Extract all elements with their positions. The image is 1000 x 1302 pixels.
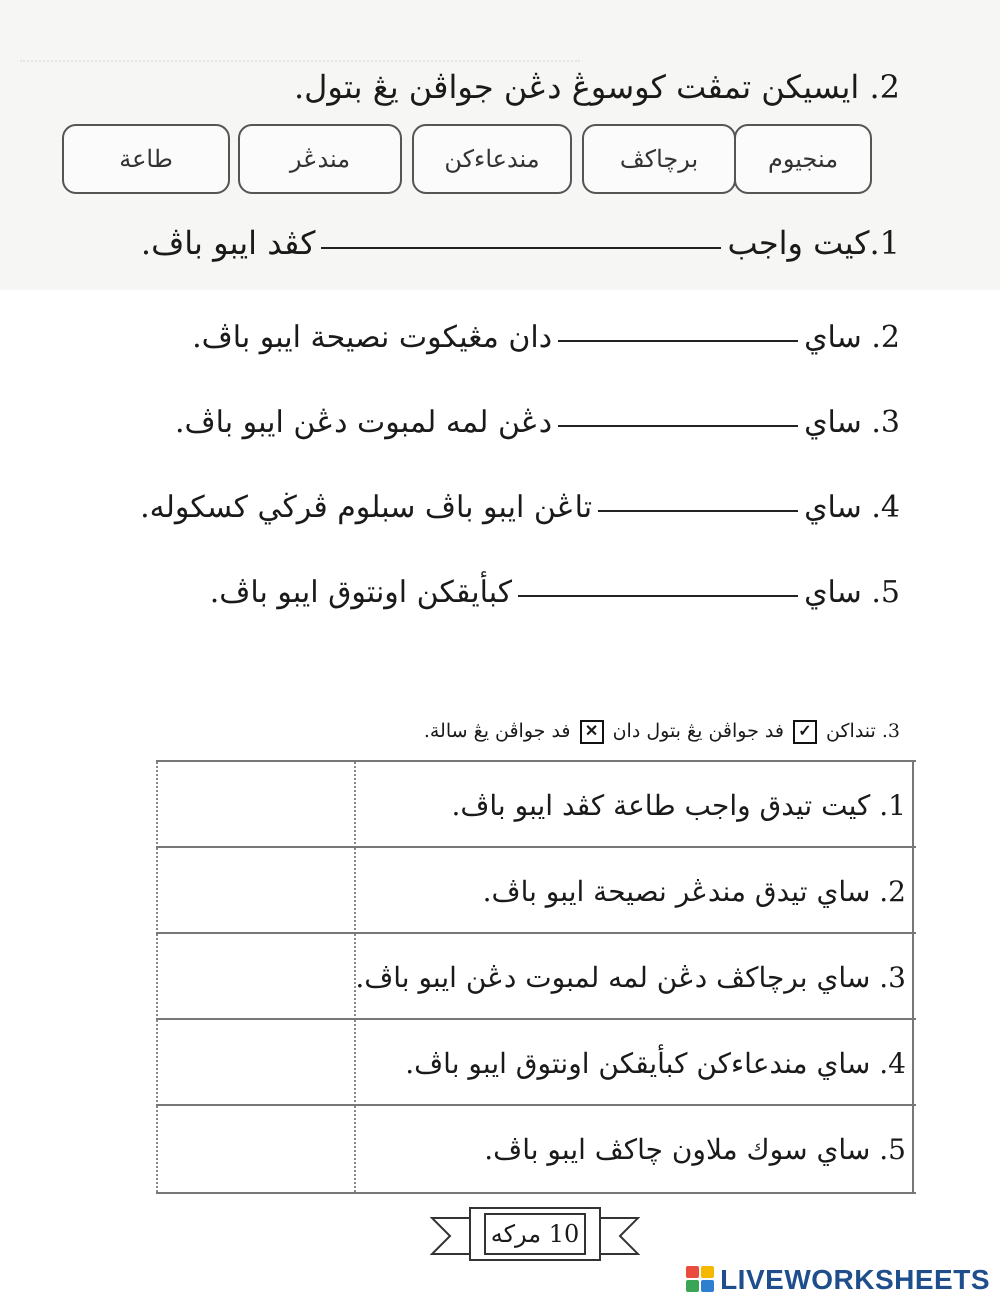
- statement-cell: 2. ساي تيدق مندڠر نصيحة ايبو باڤ.: [354, 848, 914, 934]
- statement-cell: 3. ساي برچاكڤ دڠن لمه لمبوت دڠن ايبو باڤ.: [354, 934, 914, 1020]
- answer-cell[interactable]: [156, 848, 356, 934]
- line-prefix: 5. ساي: [804, 575, 900, 610]
- brand-logo[interactable]: [686, 1264, 990, 1296]
- word-choices-box: [62, 124, 870, 196]
- blank-input[interactable]: [518, 591, 798, 597]
- cross-box-icon: ✕: [580, 720, 604, 744]
- blank-input[interactable]: [558, 421, 798, 427]
- line-prefix: 3. ساي: [804, 405, 900, 440]
- brand-name: LIVEWORKSHEETS: [720, 1264, 990, 1295]
- line-suffix: كڤد ايبو باڤ.: [140, 224, 316, 262]
- answer-cell[interactable]: [156, 1020, 356, 1106]
- statement-cell: 5. ساي سوك ملاون چاكڤ ايبو باڤ.: [354, 1106, 914, 1192]
- table-row: [156, 1018, 916, 1106]
- answer-cell[interactable]: [156, 934, 356, 1020]
- line-suffix: دان مڠيكوت نصيحة ايبو باڤ.: [192, 320, 553, 355]
- heading-text-3: فد جواڤن يڠ سالة.: [423, 720, 571, 742]
- liveworksheets-logo-icon: [686, 1266, 716, 1294]
- line-suffix: دڠن لمه لمبوت دڠن ايبو باڤ.: [174, 405, 553, 440]
- fill-in-line-3: [175, 405, 900, 440]
- statement-cell: 1. كيت تيدق واجب طاعة كڤد ايبو باڤ.: [354, 762, 914, 848]
- fill-in-line-1: [141, 224, 900, 262]
- line-prefix: 1.كيت واجب: [727, 224, 900, 262]
- statement-cell: 4. ساي مندعاءكن كبأيقكن اونتوق ايبو باڤ.: [354, 1020, 914, 1106]
- marks-ribbon: [430, 1204, 640, 1264]
- choice-word[interactable]: برچاكڤ: [582, 124, 736, 194]
- heading-text-2: فد جواڤن يڠ بتول دان: [612, 720, 784, 742]
- question-3-heading: [424, 720, 900, 744]
- choice-word[interactable]: مندعاءكن: [412, 124, 572, 194]
- checkmark-box-icon: ✓: [793, 720, 817, 744]
- fill-in-line-2: [192, 320, 900, 355]
- table-row: [156, 760, 916, 848]
- fill-in-line-4: [140, 490, 900, 525]
- true-false-table: [156, 760, 916, 1192]
- line-prefix: 2. ساي: [804, 320, 900, 355]
- choice-word[interactable]: طاعة: [62, 124, 230, 194]
- line-prefix: 4. ساي: [804, 490, 900, 525]
- line-suffix: تاڠن ايبو باڤ سبلوم ڤرڬي كسكوله.: [140, 490, 593, 525]
- blank-input[interactable]: [598, 506, 798, 512]
- table-row: [156, 1104, 916, 1194]
- marks-label: 10 مركه: [490, 1220, 580, 1248]
- table-row: [156, 846, 916, 934]
- fill-in-line-5: [210, 575, 900, 610]
- table-row: [156, 932, 916, 1020]
- choice-word[interactable]: مندڠر: [238, 124, 402, 194]
- answer-cell[interactable]: [156, 1106, 356, 1192]
- question-2-heading: 2. ايسيكن تمڤت كوسوڠ دڠن جواڤن يڠ بتول.: [294, 68, 900, 106]
- blank-input[interactable]: [558, 336, 798, 342]
- choice-word[interactable]: منجيوم: [734, 124, 872, 194]
- answer-cell[interactable]: [156, 762, 356, 848]
- blank-input[interactable]: [321, 243, 721, 249]
- heading-text-1: 3. تنداكن: [826, 720, 900, 742]
- line-suffix: كبأيقكن اونتوق ايبو باڤ.: [209, 575, 513, 610]
